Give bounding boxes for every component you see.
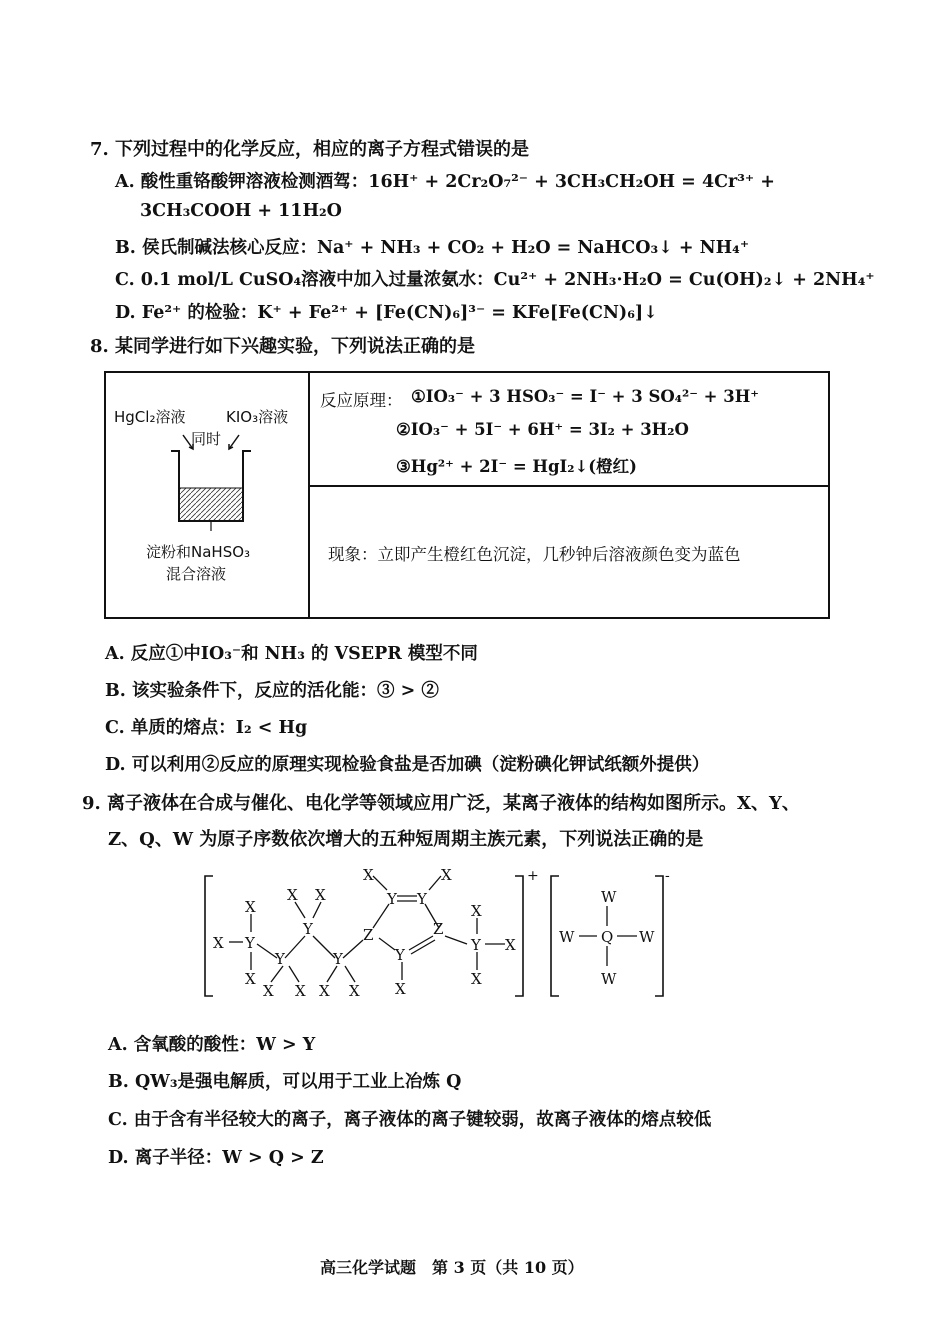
svg-text:Q: Q xyxy=(601,928,614,946)
svg-text:X: X xyxy=(295,982,306,1000)
q9-stem-line1: 9. 离子液体在合成与催化、电化学等领域应用广泛，某离子液体的结构如图所示。X、Y、 xyxy=(82,793,800,814)
reaction-2: ②IO₃⁻ + 5I⁻ + 6H⁺ = 3I₂ + 3H₂O xyxy=(396,420,689,439)
q8-option-b: B. 该实验条件下，反应的活化能：③ > ② xyxy=(105,681,439,701)
svg-text:X: X xyxy=(505,936,516,954)
svg-text:Y: Y xyxy=(395,946,405,964)
label-simultaneous: 同时 xyxy=(191,430,222,448)
q7-option-c: C. 0.1 mol/L CuSO₄溶液中加入过量浓氨水：Cu²⁺ + 2NH₃·H₂O = Cu(OH)₂↓ + 2NH₄⁺ xyxy=(115,270,875,290)
beaker-diagram xyxy=(161,433,261,533)
svg-text:Z: Z xyxy=(363,926,374,944)
svg-text:Y: Y xyxy=(387,890,397,908)
svg-text:X: X xyxy=(471,970,482,988)
cation-atoms xyxy=(213,866,516,1000)
q7-option-a-line2: 3CH₃COOH + 11H₂O xyxy=(140,201,342,221)
label-mixed-solution: 混合溶液 xyxy=(166,565,227,583)
q8-option-c: C. 单质的熔点：I₂ < Hg xyxy=(105,718,308,738)
q8-option-d: D. 可以利用②反应的原理实现检验食盐是否加碘（淀粉碘化钾试纸额外提供） xyxy=(105,755,710,775)
svg-text:X: X xyxy=(395,980,406,998)
q8-option-a: A. 反应①中IO₃⁻和 NH₃ 的 VSEPR 模型不同 xyxy=(105,644,478,664)
q7-option-b: B. 侯氏制碱法核心反应：Na⁺ + NH₃ + CO₂ + H₂O = NaHCO₃↓ + NH₄⁺ xyxy=(115,238,750,258)
svg-text:Y: Y xyxy=(417,890,427,908)
svg-text:Y: Y xyxy=(245,934,255,952)
label-kio3: KIO₃溶液 xyxy=(226,408,289,426)
table-divider-vertical xyxy=(308,373,310,617)
svg-text:W: W xyxy=(559,928,575,946)
principle-title: 反应原理： xyxy=(320,391,403,410)
reaction-1: ①IO₃⁻ + 3 HSO₃⁻ = I⁻ + 3 SO₄²⁻ + 3H⁺ xyxy=(411,387,759,406)
svg-text:X: X xyxy=(315,886,326,904)
svg-text:Y: Y xyxy=(303,920,313,938)
q9-option-b: B. QW₃是强电解质，可以用于工业上冶炼 Q xyxy=(108,1072,462,1092)
q9-stem-line2: Z、Q、W 为原子序数依次增大的五种短周期主族元素，下列说法正确的是 xyxy=(108,829,704,850)
svg-text:X: X xyxy=(213,934,224,952)
q7-option-d: D. Fe²⁺ 的检验：K⁺ + Fe²⁺ + [Fe(CN)₆]³⁻ = KFe[Fe(CN)₆]↓ xyxy=(115,303,658,323)
q7-option-a-line1: A. 酸性重铬酸钾溶液检测酒驾：16H⁺ + 2Cr₂O₇²⁻ + 3CH₃CH₂OH = 4Cr³⁺ + xyxy=(115,172,775,192)
svg-text:Y: Y xyxy=(275,950,285,968)
svg-text:Y: Y xyxy=(333,950,343,968)
label-starch-nahso3: 淀粉和NaHSO₃ xyxy=(146,543,251,561)
experiment-table xyxy=(104,371,830,619)
svg-text:Y: Y xyxy=(471,936,481,954)
svg-text:X: X xyxy=(319,982,330,1000)
svg-text:W: W xyxy=(601,888,617,906)
svg-text:X: X xyxy=(245,970,256,988)
solution-fill xyxy=(180,488,242,520)
anion-charge: - xyxy=(665,868,670,884)
q7-stem: 7. 下列过程中的化学反应，相应的离子方程式错误的是 xyxy=(90,139,530,160)
cation-charge: + xyxy=(527,868,539,884)
anion-atoms xyxy=(559,888,655,988)
svg-text:X: X xyxy=(349,982,360,1000)
svg-text:W: W xyxy=(601,970,617,988)
q9-option-c: C. 由于含有半径较大的离子，离子液体的离子键较弱，故离子液体的熔点较低 xyxy=(108,1110,712,1130)
svg-text:X: X xyxy=(363,866,374,884)
page-footer: 高三化学试题 第 3 页（共 10 页） xyxy=(320,1258,584,1277)
q9-option-a: A. 含氧酸的酸性：W > Y xyxy=(108,1035,316,1055)
q8-stem: 8. 某同学进行如下兴趣实验，下列说法正确的是 xyxy=(90,336,476,357)
label-hgcl2: HgCl₂溶液 xyxy=(114,408,186,426)
svg-text:X: X xyxy=(471,902,482,920)
svg-text:X: X xyxy=(287,886,298,904)
svg-text:X: X xyxy=(263,982,274,1000)
svg-text:X: X xyxy=(245,898,256,916)
phenomenon: 现象：立即产生橙红色沉淀，几秒钟后溶液颜色变为蓝色 xyxy=(328,545,741,564)
reaction-3: ③Hg²⁺ + 2I⁻ = HgI₂↓(橙红) xyxy=(396,457,637,476)
svg-text:W: W xyxy=(639,928,655,946)
svg-text:X: X xyxy=(441,866,452,884)
svg-text:Z: Z xyxy=(433,920,444,938)
table-divider-horizontal xyxy=(310,485,828,487)
q9-option-d: D. 离子半径：W > Q > Z xyxy=(108,1148,324,1168)
ionic-liquid-structure xyxy=(195,858,685,1008)
